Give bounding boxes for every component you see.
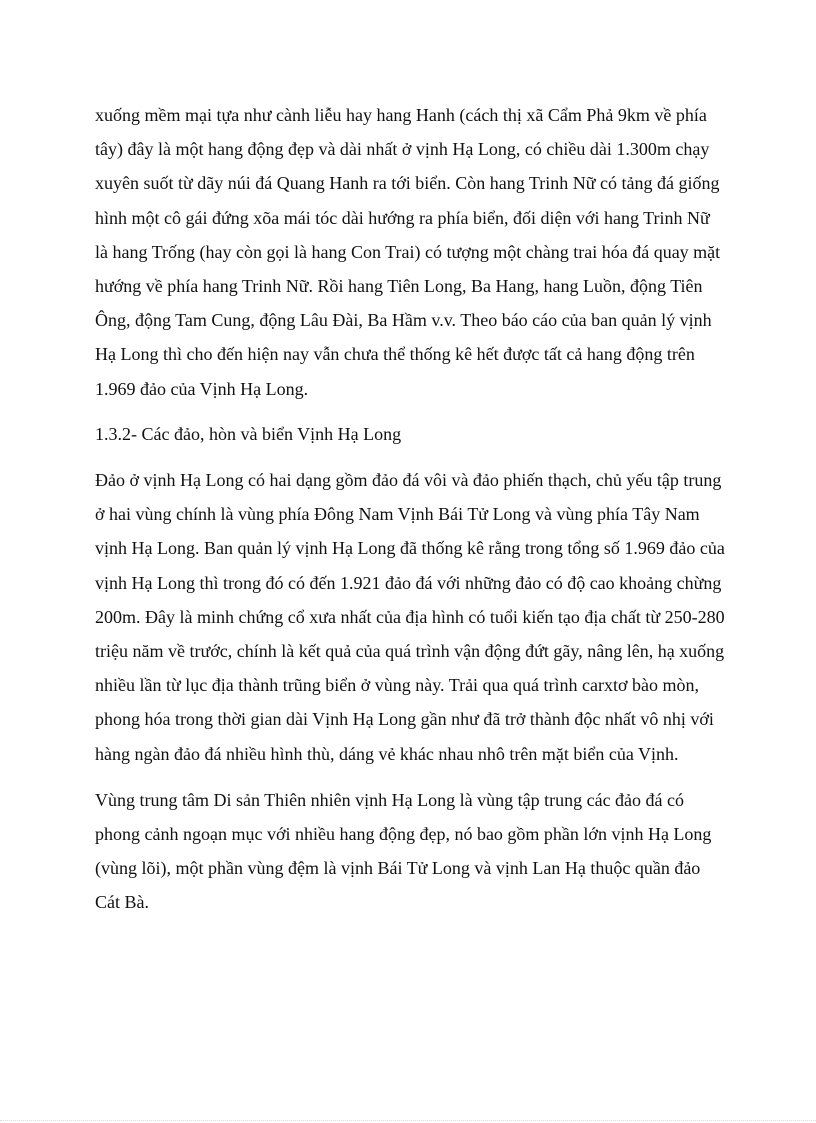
page-bottom-divider bbox=[0, 1120, 816, 1121]
document-body bbox=[95, 98, 725, 920]
section-heading: 1.3.2- Các đảo, hòn và biển Vịnh Hạ Long bbox=[95, 423, 402, 444]
paragraph-heritage-center: Vùng trung tâm Di sản Thiên nhiên vịnh Hạ Long là vùng tập trung các đảo đá có phong cảnh ngoạn mục với nhiều hang động đẹp, nó bao gồm phần lớn vịnh Hạ Long (vùng lõi), một phần vùng đệm là vịnh Bái Tử Long và vịnh Lan Hạ thuộc quần đảo Cát Bà. bbox=[95, 789, 712, 913]
paragraph-islands: Đảo ở vịnh Hạ Long có hai dạng gồm đảo đá vôi và đảo phiến thạch, chủ yếu tập trung ở hai vùng chính là vùng phía Đông Nam Vịnh Bái Tử Long và vùng phía Tây Nam vịnh Hạ Long. Ban quản lý vịnh Hạ Long đã thống kê rằng trong tổng số 1.969 đảo của vịnh Hạ Long thì trong đó có đến 1.921 đảo đá với những đảo có độ cao khoảng chừng 200m. Đây là minh chứng cổ xưa nhất của địa hình có tuổi kiến tạo địa chất từ 250-280 triệu năm về trước, chính là kết quả của quá trình vận động đứt gãy, nâng lên, hạ xuống nhiều lần từ lục địa thành trũng biển ở vùng này. Trải qua quá trình carxtơ bào mòn, phong hóa trong thời gian dài Vịnh Hạ Long gần như đã trở thành độc nhất vô nhị với hàng ngàn đảo đá nhiều hình thù, dáng vẻ khác nhau nhô trên mặt biển của Vịnh. bbox=[95, 470, 725, 764]
paragraph-caves: xuống mềm mại tựa như cành liễu hay hang Hanh (cách thị xã Cẩm Phả 9km về phía tây) đây là một hang động đẹp và dài nhất ở vịnh Hạ Long, có chiều dài 1.300m chạy xuyên suốt từ dãy núi đá Quang Hanh ra tới biển. Còn hang Trinh Nữ có tảng đá giống hình một cô gái đứng xõa mái tóc dài hướng ra phía biển, đối diện với hang Trinh Nữ là hang Trống (hay còn gọi là hang Con Trai) có tượng một chàng trai hóa đá quay mặt hướng về phía hang Trinh Nữ. Rồi hang Tiên Long, Ba Hang, hang Luồn, động Tiên Ông, động Tam Cung, động Lâu Đài, Ba Hầm v.v. Theo báo cáo của ban quản lý vịnh Hạ Long thì cho đến hiện nay vẫn chưa thể thống kê hết được tất cả hang động trên 1.969 đảo của Vịnh Hạ Long. bbox=[95, 105, 721, 399]
